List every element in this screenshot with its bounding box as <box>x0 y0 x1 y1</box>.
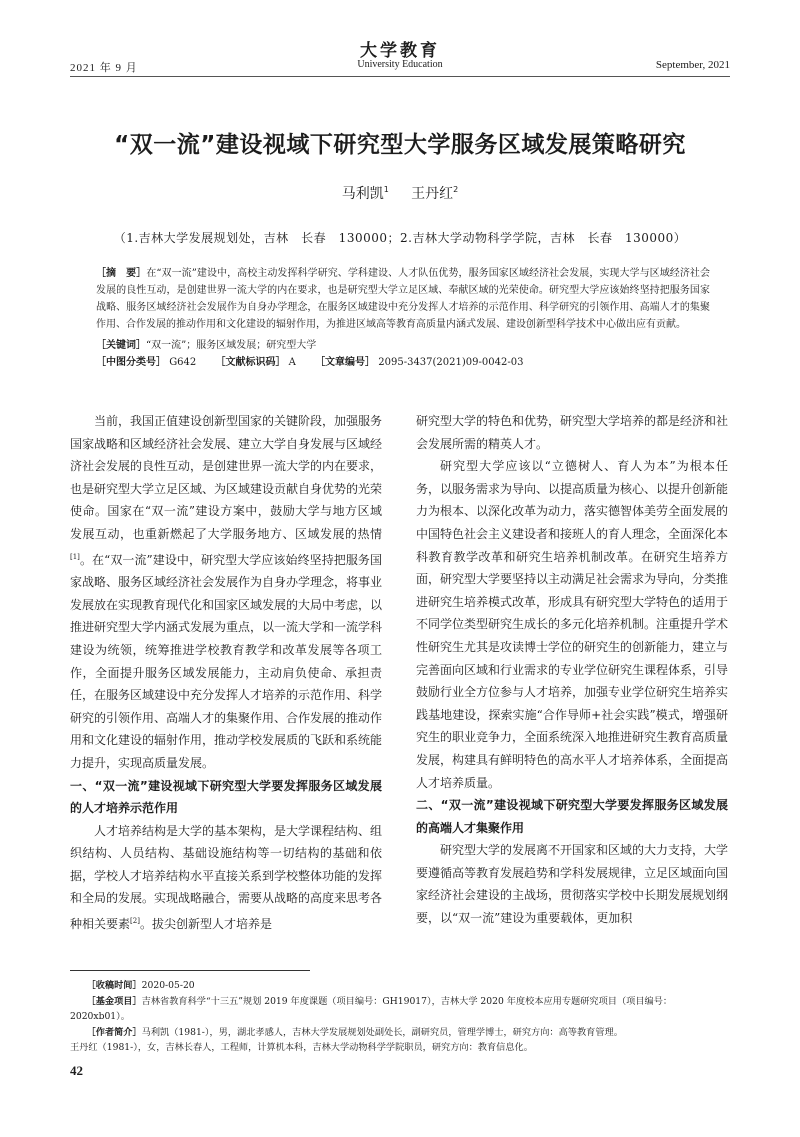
author-line <box>0 183 800 203</box>
paragraph-text: 。在“双一流”建设中，研究型大学应该始终坚持把服务国家战略、服务区域经济社会发展作为自身办学理念，将事业发展放在实现教育现代化和国家区域发展的大局中考虑，以推进研究型大学内涵式发展为重点，以一流大学和一流学科建设为统领，统筹推进学校教育教学和改革发展等各项工作，全面提升服务区域发展能力，主动肩负使命、承担责任，在服务区域建设中充分发挥人才培养的示范作用、科学研究的引领作用、高端人才的集聚作用、合作发展的推动作用和文化建设的辐射作用，推动学校发展质的飞跃和系统能力提升，实现高质量发展。 <box>70 552 383 770</box>
author-affiliation-mark: 1 <box>383 185 389 194</box>
body-paragraph <box>70 410 382 775</box>
body-column-right <box>416 410 728 930</box>
header-divider <box>70 76 730 77</box>
footnote-author-2: 王丹红（1981-），女，吉林长春人，工程师，计算机本科，吉林大学动物科学学院职员，研究方向：教育信息化。 <box>70 1042 533 1053</box>
footnote-divider <box>70 970 310 971</box>
author-bio-label: ［作者简介］ <box>86 1026 142 1038</box>
footnote-author-1 <box>70 1025 730 1041</box>
section-heading-2: 二、“双一流”建设视域下研究型大学要发挥服务区域发展的高端人才集聚作用 <box>416 798 728 835</box>
fund-label: ［基金项目］ <box>86 995 142 1007</box>
body-paragraph: 研究型大学的发展离不开国家和区域的大力支持，大学要遵循高等教育发展趋势和学科发展规律，立足区域面向国家经济社会建设的主战场，贯彻落实学校中长期发展规划纲要，以“双一流”建设为重要载体，更加积 <box>416 843 729 926</box>
citation-ref: [1] <box>70 552 80 561</box>
footnote-fund <box>70 994 730 1025</box>
doc-code-value: A <box>288 357 296 368</box>
fund-text: 吉林省教育科学“十三五”规划 2019 年度课题（项目编号：GH19017），吉林大学 2020 年度校本应用专题研究项目（项目编号：2020xb01）。 <box>70 995 673 1022</box>
classification-line <box>96 354 710 371</box>
article-number-value: 2095-3437(2021)09-0042-03 <box>378 357 524 368</box>
article-number-label: ［文章编号］ <box>315 357 376 368</box>
paragraph-text: 人才培养结构是大学的基本架构，是大学课程结构、组织结构、人员结构、基础设施结构等一切结构的基础和依据，学校人才培养结构水平直接关系到学校整体功能的发挥和全局的发展。实现战略融合，需要从战略的高度来思考各种相关要素 <box>70 823 383 932</box>
body-paragraph: 研究型大学的特色和优势，研究型大学培养的都是经济和社会发展所需的精英人才。 <box>416 414 729 451</box>
footnotes <box>70 978 730 1056</box>
author-bio-text: 马利凯（1981-），男，湖北孝感人，吉林大学发展规划处副处长，副研究员，管理学博士，研究方向：高等教育管理。 <box>141 1026 623 1038</box>
abstract-text: 在“双一流”建设中，高校主动发挥科学研究、学科建设、人才队伍优势，服务国家区域经济社会发展，实现大学与区域经济社会发展的良性互动，是创建世界一流大学的内在要求，也是研究型大学立足区域、奉献区域的光荣使命。研究型大学应该始终坚持把服务国家战略、服务区域经济社会发展作为自身办学理念，在服务区域建设中充分发挥人才培养的示范作用、科学研究的引领作用、高端人才的集聚作用、合作发展的推动作用和文化建设的辐射作用，为推进区域高等教育高质量内涵式发展、建设创新型科学技术中心做出应有贡献。 <box>96 268 710 330</box>
section-heading-1: 一、“双一流”建设视域下研究型大学要发挥服务区域发展的人才培养示范作用 <box>70 778 382 816</box>
keywords <box>96 337 710 354</box>
abstract-label: ［摘 要］ <box>96 268 147 279</box>
page-number: 42 <box>70 1063 83 1078</box>
author-name: 马利凯 <box>341 186 384 202</box>
article-number-field <box>315 357 531 368</box>
keywords-label: ［关键词］ <box>96 340 146 351</box>
clc-label: ［中图分类号］ <box>96 357 166 368</box>
citation-ref: [2] <box>130 917 140 926</box>
doc-code-label: ［文献标识码］ <box>215 357 286 368</box>
author-affiliation-mark: 2 <box>453 185 459 194</box>
clc-value: G642 <box>169 357 197 368</box>
body-column-left <box>70 410 382 936</box>
body-paragraph: 研究型大学应该以“立德树人、育人为本”为根本任务，以服务需求为导向、以提高质量为核心、以提升创新能力为根本、以深化改革为动力，落实德智体美劳全面发展的中国特色社会主义建设者和接班人的育人理念，全面深化本科教育教学改革和研究生培养机制改革。在研究生培养方面，研究型大学要坚持以主动满足社会需求为导向，分类推进研究生培养模式改革，形成具有研究型大学特色的适用于不同学位类型研究生成长的多元化培养机制。注重提升学术性研究生尤其是攻读博士学位的研究生的创新能力，建立与完善面向区域和行业需求的专业学位研究生课程体系，引导鼓励行业全方位参与人才培养，加强专业学位研究生培养实践基地建设，探索实施“合作导师+社会实践”模式，增强研究生的职业竞争力，全面系统深入地推进研究生教育高质量发展，构建具有鲜明特色的高水平人才培养体系，全面提高人才培养质量。 <box>416 459 729 790</box>
paragraph-text: 。拔尖创新型人才培养是 <box>139 917 272 932</box>
paragraph-text: 当前，我国正值建设创新型国家的关键阶段，加强服务国家战略和区域经济社会发展、建立大学自身发展与区域经济社会发展的良性互动，是创建世界一流大学的内在要求，也是研究型大学立足区域、为区域建设贡献自身优势的光荣使命。国家在“双一流”建设方案中，鼓励大学与地方区域发展互动，也重新燃起了大学服务地方、区域发展的热情 <box>70 414 383 541</box>
footnote-received <box>70 978 730 994</box>
received-date: 2020-05-20 <box>141 980 195 991</box>
doc-code-field <box>215 357 303 368</box>
journal-logo: 大学教育 <box>360 41 440 61</box>
article-title: “双一流”建设视域下研究型大学服务区域发展策略研究 <box>114 132 686 158</box>
issue-date-en: September, 2021 <box>655 59 730 71</box>
journal-english-name: University Education <box>357 59 443 70</box>
keywords-text: “双一流”；服务区域发展；研究型大学 <box>146 340 317 351</box>
author-name: 王丹红 <box>411 186 454 202</box>
received-label: ［收稿时间］ <box>86 980 142 991</box>
clc-field <box>96 357 204 368</box>
abstract <box>96 265 710 333</box>
affiliations: （1.吉林大学发展规划处，吉林 长春 130000；2.吉林大学动物科学学院，吉林 长春 130000） <box>113 231 687 245</box>
body-paragraph <box>70 820 382 936</box>
issue-date-cn: 2021 年 9 月 <box>70 62 138 74</box>
